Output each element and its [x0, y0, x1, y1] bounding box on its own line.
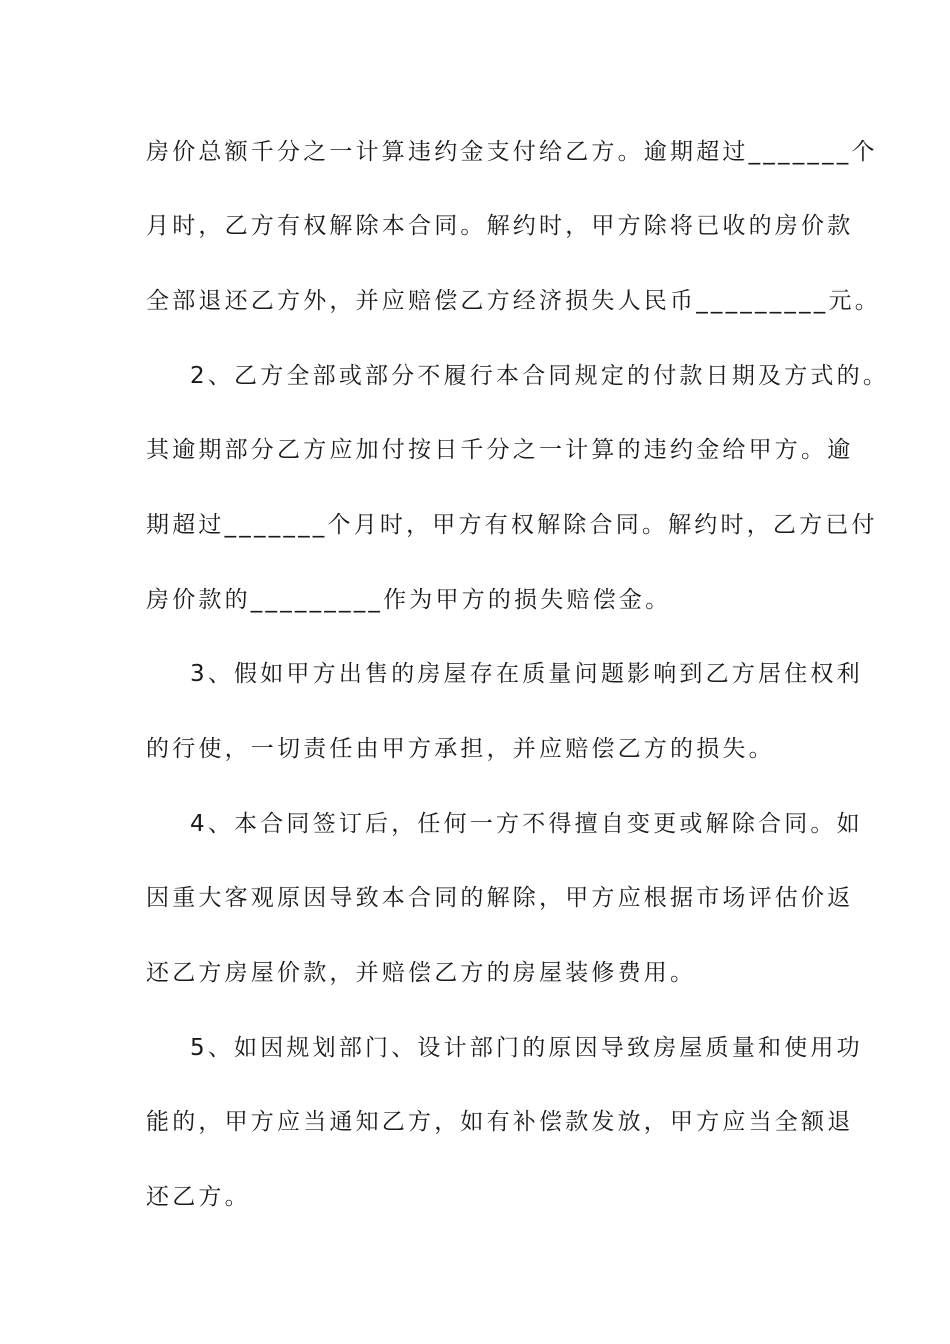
- text-line-2: 月时，乙方有权解除本合同。解约时，甲方除将已收的房价款: [146, 213, 854, 239]
- clause-2-line-4: 房价款的_________作为甲方的损失赔偿金。: [146, 587, 672, 613]
- clause-5-line-3: 还乙方。: [146, 1184, 251, 1210]
- clause-2-line-1: 2、乙方全部或部分不履行本合同规定的付款日期及方式的。: [190, 363, 890, 389]
- clause-3-line-2: 的行使，一切责任由甲方承担，并应赔偿乙方的损失。: [146, 736, 775, 762]
- clause-5-line-2: 能的，甲方应当通知乙方，如有补偿款发放，甲方应当全额退: [146, 1109, 854, 1135]
- clause-4-line-1: 4、本合同签订后，任何一方不得擅自变更或解除合同。如: [190, 811, 863, 837]
- clause-4-line-2: 因重大客观原因导致本合同的解除，甲方应根据市场评估价返: [146, 885, 854, 911]
- text-line-3: 全部退还乙方外，并应赔偿乙方经济损失人民币_________元。: [146, 288, 881, 314]
- clause-2-line-3: 期超过_______个月时，甲方有权解除合同。解约时，乙方已付: [146, 512, 878, 538]
- clause-3-line-1: 3、假如甲方出售的房屋存在质量问题影响到乙方居住权利: [190, 661, 863, 687]
- clause-2-line-2: 其逾期部分乙方应加付按日千分之一计算的违约金给甲方。逾: [146, 437, 854, 463]
- clause-4-line-3: 还乙方房屋价款，并赔偿乙方的房屋装修费用。: [146, 960, 697, 986]
- text-line-1: 房价总额千分之一计算违约金支付给乙方。逾期超过_______个: [146, 139, 878, 165]
- clause-5-line-1: 5、如因规划部门、设计部门的原因导致房屋质量和使用功: [190, 1035, 863, 1061]
